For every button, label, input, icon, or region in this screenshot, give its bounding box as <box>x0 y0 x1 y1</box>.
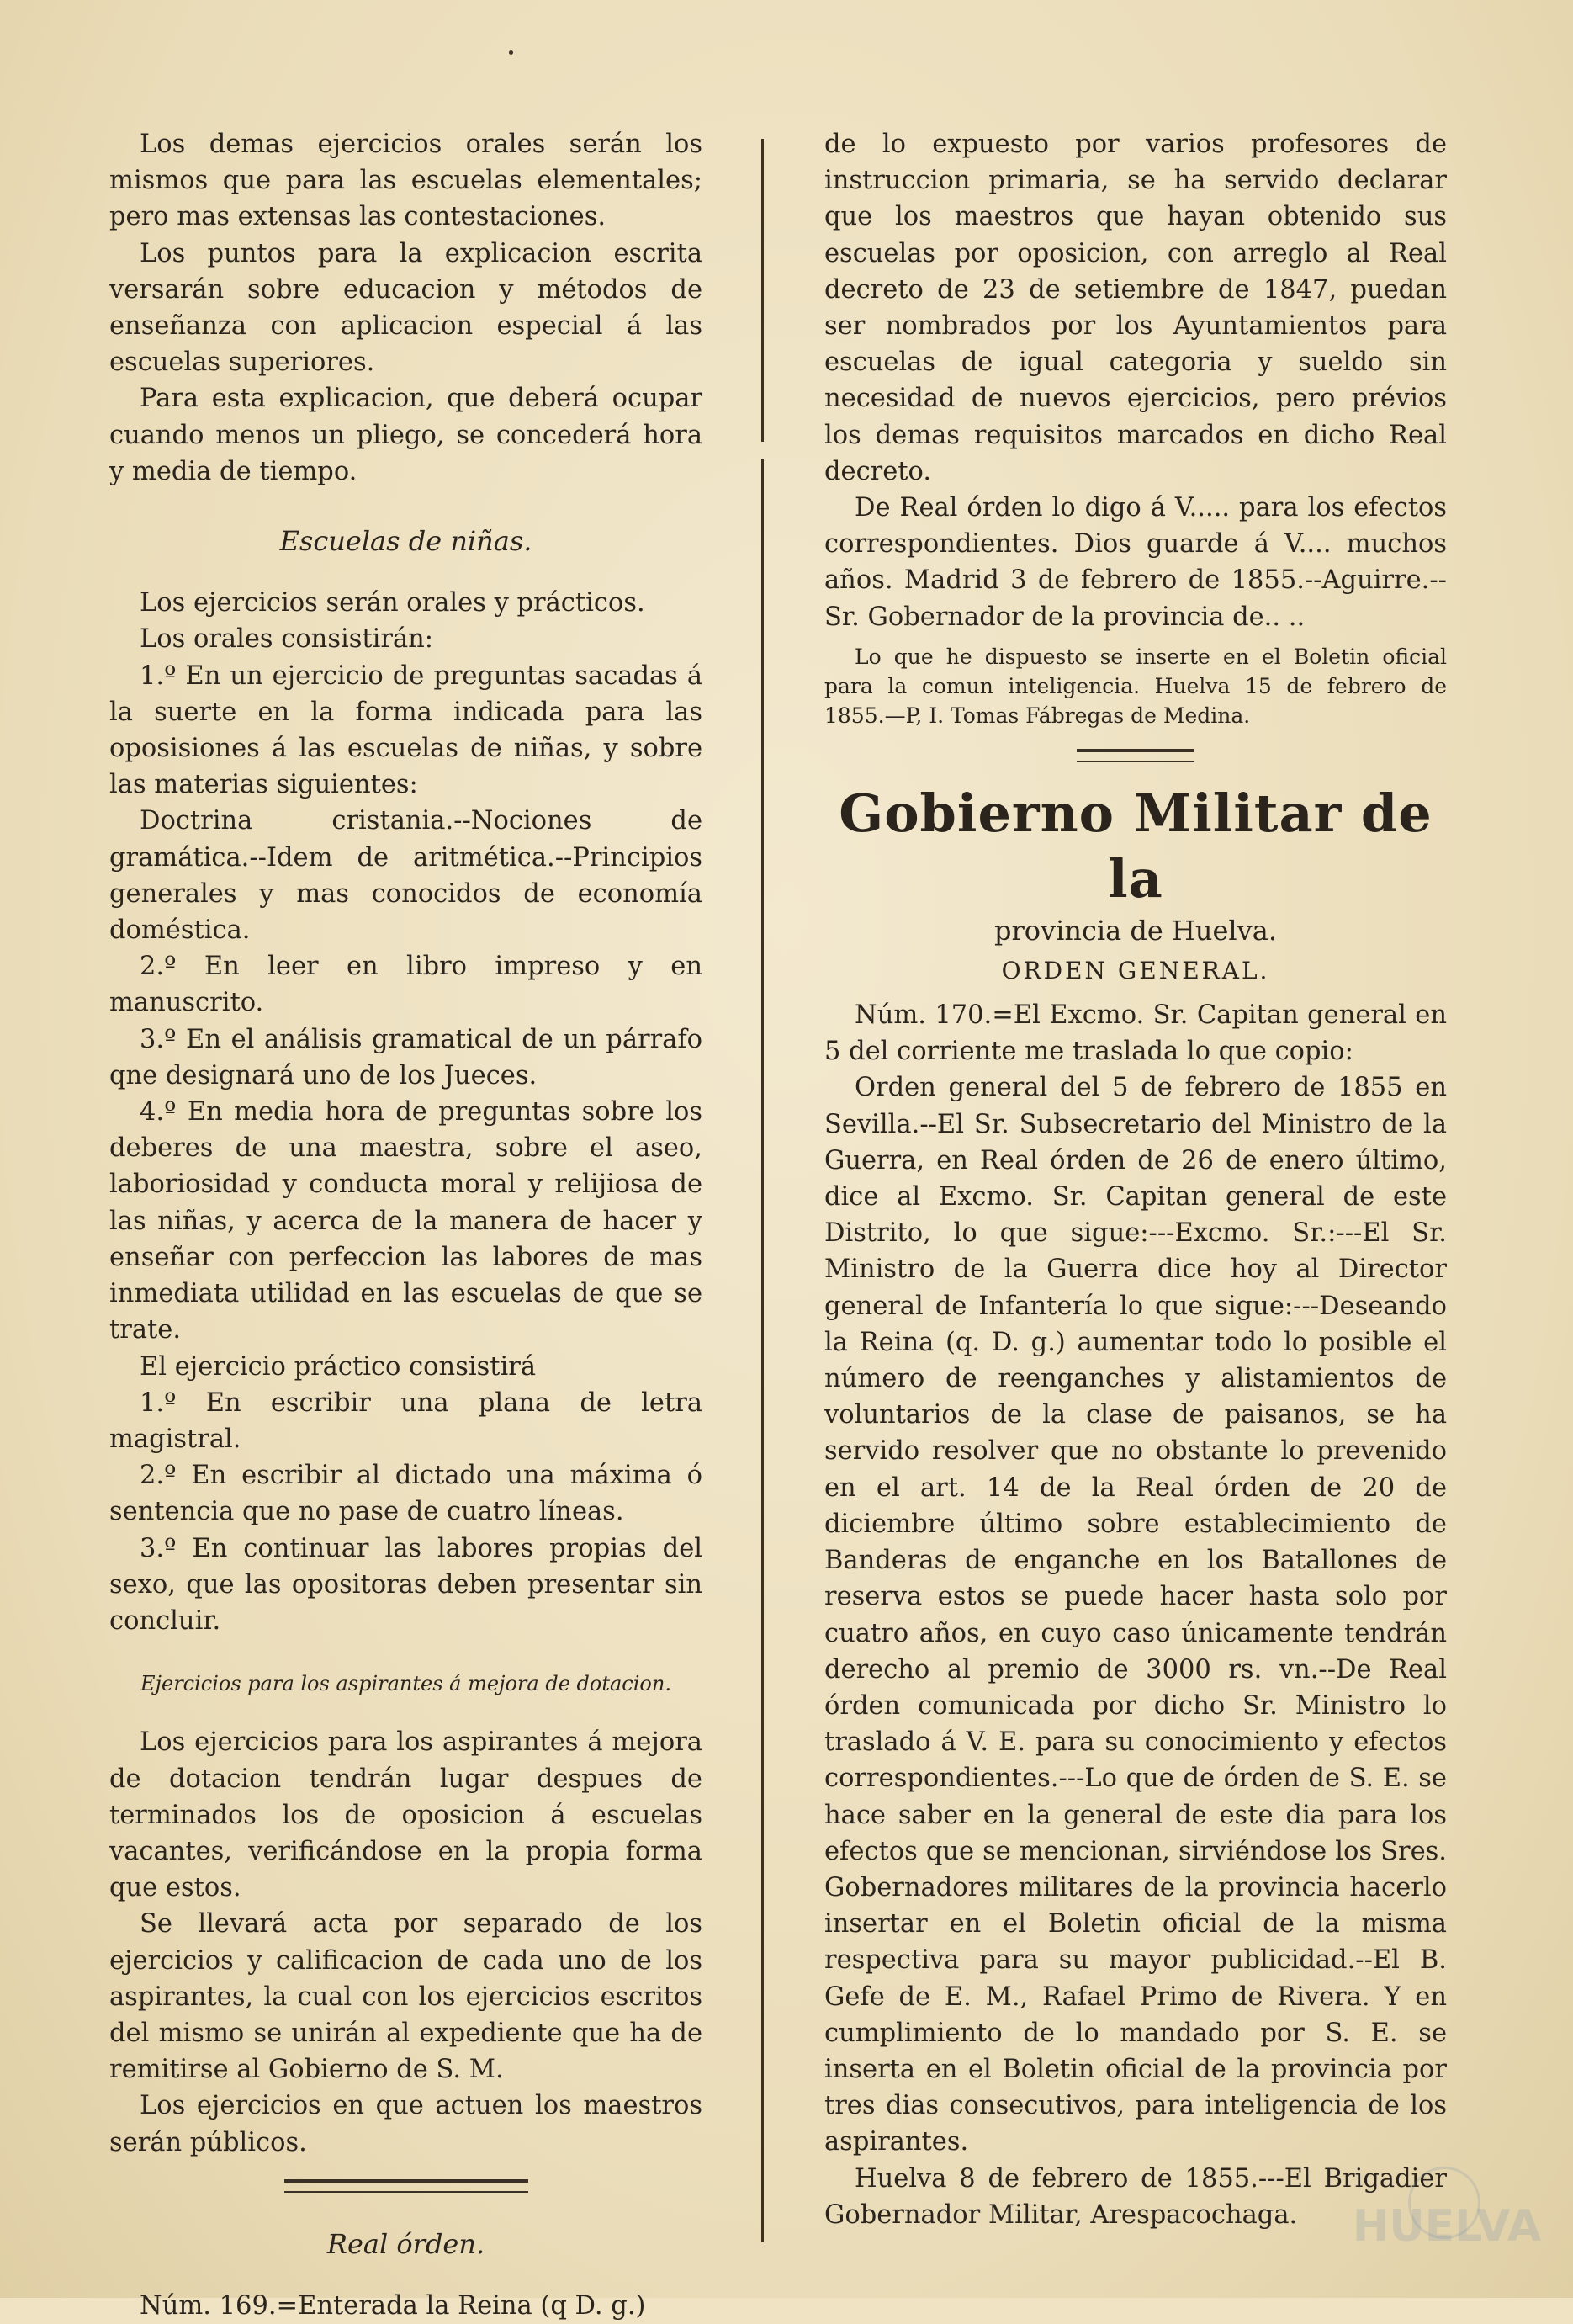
right-column <box>824 126 1447 2233</box>
paragraph: Huelva 8 de febrero de 1855.---El Brigadier Gobernador Militar, Arespacochaga. <box>824 2163 1447 2230</box>
paragraph: Orden general del 5 de febrero de 1855 en Sevilla.--El Sr. Subsecretario del Ministro de la Guerra, en Real órden de 26 de enero último, dice al Excmo. Sr. Capitan general de este Distrito, lo que sigue:---Excmo. Sr.:---El Sr. Ministro de la Guerra dice hoy al Director general de Infantería lo que sigue:---Deseando la Reina (q. D. g.) aumentar todo lo posible el número de reenganches y alistamientos de voluntarios de la clase de paisanos, se ha servido resolver que no obstante lo prevenido en el art. 14 de la Real órden de 20 de diciembre último sobre establecimiento de Banderas de enganche en los Batallones de reserva estos se puede hacer hasta solo por cuatro años, en cuyo caso únicamente tendrán derecho al premio de 3000 rs. vn.--De Real órden comunicada por dicho Sr. Ministro lo traslado á V. E. para su conocimiento y efectos correspondientes.---Lo que de órden de S. E. se hace saber en la general de este dia para los efectos que se mencionan, sirviéndose los Sres. Gobernadores militares de la provincia hacerlo insertar en el Boletin oficial de la misma respectiva para su mayor publicidad.--El B. Gefe de E. M., Rafael Primo de Rivera. Y en cumplimiento de lo mandado por S. E. se inserta en el Boletin oficial de la provincia por tres dias consecutivos, para inteligencia de los aspirantes. <box>824 1073 1447 2157</box>
paragraph: Los orales consistirán: <box>140 624 434 655</box>
list-item: 3.º En continuar las labores propias del sexo, que las opositoras deben presentar sin concluir. <box>109 1533 702 1636</box>
divider-rule <box>284 2179 528 2193</box>
paragraph: Los ejercicios para los aspirantes á mejora de dotacion tendrán lugar despues de terminados los de oposicion á escuelas vacantes, verificándose en la propia forma que estos. <box>109 1727 702 1903</box>
section-heading: Real órden. <box>326 2227 485 2260</box>
watermark-logo: HUELVA <box>1352 2201 1542 2252</box>
order-heading: ORDEN GENERAL. <box>1001 956 1270 984</box>
section-heading: Escuelas de niñas. <box>279 525 532 558</box>
list-item: 4.º En media hora de preguntas sobre los deberes de una maestra, sobre el aseo, laboriosidad y conducta moral y relijiosa de las niñas, y acerca de la manera de hacer y enseñar con perfeccion las labores de mas inmediata utilidad en las escuelas de que se trate. <box>109 1097 702 1345</box>
paragraph: El ejercicio práctico consistirá <box>140 1351 537 1382</box>
section-title: Gobierno Militar de la <box>839 782 1433 910</box>
paragraph: Los demas ejercicios orales serán los mismos que para las escuelas elementales; pero mas extensas las contestaciones. <box>109 130 702 232</box>
paragraph: Núm. 169.=Enterada la Reina (q D. g.) <box>140 2290 646 2321</box>
paragraph: Los ejercicios en que actuen los maestros serán públicos. <box>109 2091 702 2157</box>
ink-dot <box>509 50 513 55</box>
column-rule <box>761 139 764 442</box>
column-rule <box>761 459 764 2242</box>
paragraph: Los puntos para la explicacion escrita versarán sobre educacion y métodos de enseñanza con aplicacion especial á las escuelas superiores. <box>109 238 702 378</box>
paragraph: de lo expuesto por varios profesores de instruccion primaria, se ha servido declarar que los maestros que hayan obtenido sus escuelas por oposicion, con arreglo al Real decreto de 23 de setiembre de 1847, puedan ser nombrados por los Ayuntamientos para escuelas de igual categoria y sueldo sin necesidad de nuevos ejercicios, pero prévios los demas requisitos marcados en dicho Real decreto. <box>824 130 1447 486</box>
section-subheading: Ejercicios para los aspirantes á mejora de dotacion. <box>140 1672 671 1696</box>
paragraph: Se llevará acta por separado de los ejercicios y calificacion de cada uno de los aspirantes, la cual con los ejercicios escritos del mismo se unirán al expediente que ha de remitirse al Gobierno de S. M. <box>109 1909 702 2085</box>
section-subtitle: provincia de Huelva. <box>994 914 1277 947</box>
paragraph: Doctrina cristania.--Nociones de gramática.--Idem de aritmética.--Principios generales y mas conocidos de economía doméstica. <box>109 806 702 946</box>
list-item: 1.º En un ejercicio de preguntas sacadas á la suerte en la forma indicada para las oposisiones á las escuelas de niñas, y sobre las materias siguientes: <box>109 661 702 800</box>
paragraph: Los ejercicios serán orales y prácticos. <box>140 588 645 618</box>
list-item: 2.º En escribir al dictado una máxima ó sentencia que no pase de cuatro líneas. <box>109 1461 702 1527</box>
left-column <box>109 126 702 2324</box>
paragraph: Para esta explicacion, que deberá ocupar cuando menos un pliego, se concederá hora y media de tiempo. <box>109 384 702 486</box>
paragraph: Núm. 170.=El Excmo. Sr. Capitan general en 5 del corriente me traslada lo que copio: <box>824 1000 1447 1067</box>
list-item: 1.º En escribir una plana de letra magistral. <box>109 1388 702 1454</box>
list-item: 2.º En leer en libro impreso y en manuscrito. <box>109 952 702 1018</box>
list-item: 3.º En el análisis gramatical de un párrafo qne designará uno de los Jueces. <box>109 1024 702 1090</box>
paragraph: De Real órden lo digo á V..... para los efectos correspondientes. Dios guarde á V.... muchos años. Madrid 3 de febrero de 1855.--Aguirre.--Sr. Gobernador de la provincia de.. .. <box>824 493 1447 632</box>
paragraph-small: Lo que he dispuesto se inserte en el Boletin oficial para la comun inteligencia. Huelva 15 de febrero de 1855.—P, I. Tomas Fábregas de Medina. <box>824 644 1447 728</box>
divider-rule <box>1077 749 1194 762</box>
